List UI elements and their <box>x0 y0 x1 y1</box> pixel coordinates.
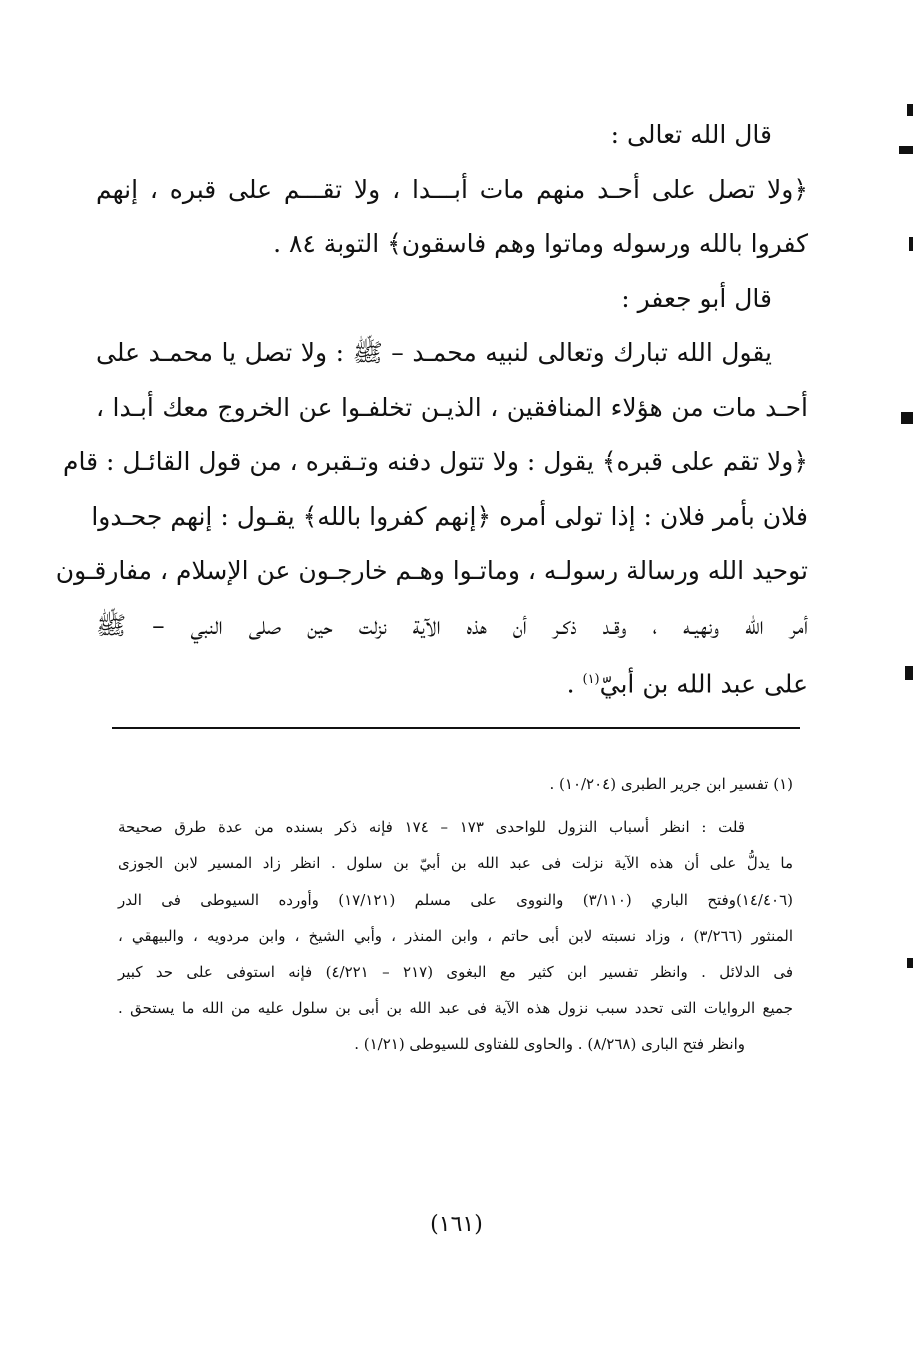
text-line-10: أمر الله ونهيـه ، وقـد ذكـر أن هذه الآية نزلت حين صلى النبي – ﷺ <box>96 610 808 640</box>
scan-edge-mark <box>907 104 913 116</box>
footnotes <box>118 766 793 1063</box>
quran-verse-line-1: ﴿ولا تصل على أحـد منهم مات أبـــدا ، ولا تقـــم على قبره ، إنهم <box>96 174 808 204</box>
scan-edge-mark <box>905 666 913 680</box>
footnote-1: (١) تفسير ابن جرير الطبرى (١٠/٢٠٤) . <box>549 775 793 793</box>
scan-edge-mark <box>901 412 913 424</box>
scan-edge-mark <box>907 958 913 968</box>
quran-verse-line-2: كفروا بالله ورسوله وماتوا وهم فاسقون﴾ التوبة ٨٤ . <box>273 229 808 258</box>
text-line-author: قال أبو جعفر : <box>621 283 772 313</box>
footnote-line-6: فى الدلائل . وانظر تفسير ابن كثير مع البغوى (٢١٧ – ٤/٢٢١) فإنه استوفى على حد كبير <box>118 963 793 982</box>
main-text <box>55 108 808 712</box>
page-number: (١٦١) <box>430 1212 483 1237</box>
footnote-divider <box>112 727 800 729</box>
footnote-line-7: جميع الروايات التى تحدد سبب نزول هذه الآية فى عبد الله بن أبى بن سلول عليه من الله ما يستحق . <box>118 999 793 1018</box>
footnote-reference: (١) <box>582 672 600 687</box>
scan-edge-mark <box>909 237 913 251</box>
text-line-5: يقول الله تبارك وتعالى لنبيه محمـد – ﷺ : ولا تصل يا محمـد على <box>96 338 772 367</box>
text-line-6: أحـد مات من هؤلاء المنافقين ، الذيـن تخلفـوا عن الخروج معك أبـدا ، <box>96 392 808 422</box>
scan-edge-mark <box>899 146 913 154</box>
text-line-11-end: . <box>566 669 583 699</box>
text-line-11-body: على عبد الله بن أبيّ <box>599 669 808 699</box>
text-line-8: فلان بأمر فلان : إذا تولى أمره ﴿إنهم كفروا بالله﴾ يقـول : إنهم جحـدوا <box>91 501 808 531</box>
text-line-intro: قال الله تعالى : <box>610 120 772 149</box>
footnote-line-2: قلت : انظر أسباب النزول للواحدى ١٧٣ – ١٧٤ فإنه ذكر بسنده من عدة طرق صحيحة <box>118 818 746 837</box>
footnote-line-8: وانظر فتح البارى (٨/٢٦٨) . والحاوى للفتاوى للسيوطى (١/٢١) . <box>354 1035 745 1054</box>
text-line-11 <box>96 653 808 712</box>
text-line-7: ﴿ولا تقم على قبره﴾ يقول : ولا تتول دفنه وتـقبره ، من قول القائـل : قام <box>62 447 808 476</box>
footnote-line-4: (١٤/٤٠٦)وفتح الباري (٣/١١٠) والنووى على مسلم (١٧/١٢١) وأورده السيوطى فى الدر <box>118 890 793 909</box>
footnote-line-5: المنثور (٣/٢٦٦) ، وزاد نسبته لابن أبى حاتم ، وابن المنذر ، وأبي الشيخ ، وابن مردويه ، والبيهقي ، <box>118 926 793 945</box>
footnote-line-3: ما يدلُّ على أن هذه الآية نزلت فى عبد الله بن أبيّ بن سلول . انظر زاد المسير لابن الجوزى <box>118 854 793 873</box>
text-line-9: توحيد الله ورسالة رسولـه ، وماتـوا وهـم خارجـون عن الإسلام ، مفارقـون <box>55 556 808 585</box>
